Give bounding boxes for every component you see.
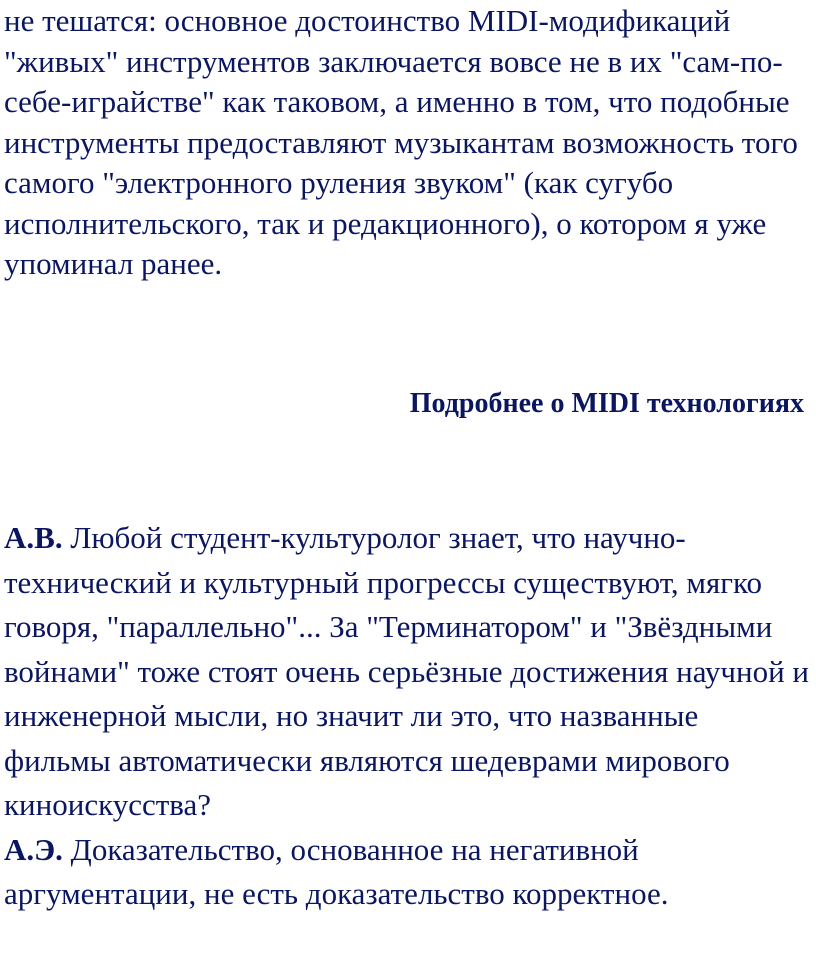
body-paragraph: не тешатся: основное достоинство MIDI-модификаций "живых" инструментов заключается вовсе не в их "сам-по-себе-играйстве" как таковом, а именно в том, что подобные инструменты предоставляют музыкантам возможность того самого "электронного руления звуком" (как сугубо исполнительского, так и редакционного), о котором я уже упоминал ранее. bbox=[4, 3, 798, 281]
speaker-label: А.Э. bbox=[4, 831, 63, 867]
dialogue-block bbox=[4, 516, 812, 917]
dialogue-line-ae bbox=[4, 828, 812, 917]
section-heading: Подробнее о MIDI технологиях bbox=[409, 388, 804, 419]
dialogue-text: Доказательство, основанное на негативной аргументации, не есть доказательство корректное. bbox=[4, 831, 669, 911]
dialogue-line-av bbox=[4, 516, 812, 828]
dialogue-text: Любой студент-культуролог знает, что научно-технический и культурный прогрессы существуют, мягко говоря, "параллельно"... За "Терминатором" и "Звёздными войнами" тоже стоят очень серьёзные достижения научной и инженерной мысли, но значит ли это, что названные фильмы автоматически являются шедеврами мирового киноискусства? bbox=[4, 520, 810, 822]
speaker-label: А.В. bbox=[4, 520, 63, 555]
document-page bbox=[4, 0, 812, 911]
